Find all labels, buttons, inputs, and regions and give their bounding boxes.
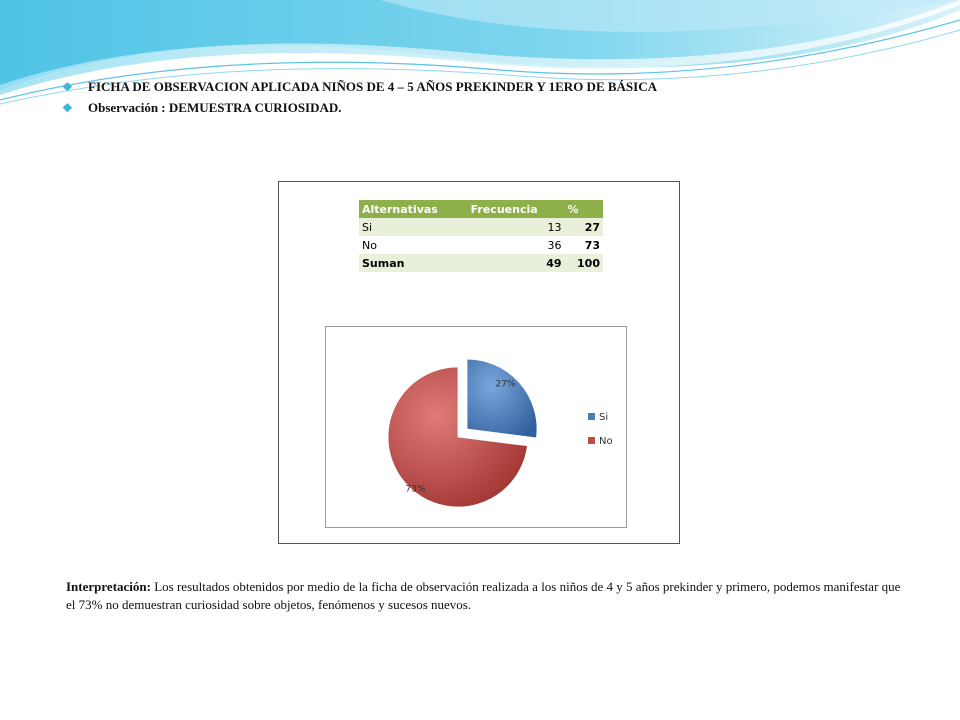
observation-text: Observación : DEMUESTRA CURIOSIDAD. [88, 100, 342, 115]
cell-alternativa: No [359, 236, 468, 254]
interpretation-text: Los resultados obtenidos por medio de la ficha de observación realizada a los niños de 4 y 5 años prekinder y primero, podemos manifestar que el 73% no demuestran curiosidad sobre objetos, fenómenos y sucesos nuevos. [66, 579, 901, 612]
table-header-row [359, 200, 603, 218]
table-total-row [359, 254, 603, 272]
pie-slice-si [467, 359, 537, 438]
diamond-bullet-icon: ❖ [62, 79, 73, 94]
legend-swatch-no [588, 437, 595, 444]
cell-alternativa: Si [359, 218, 468, 236]
bullet-title [62, 79, 657, 95]
header-percent: % [565, 200, 603, 218]
interpretation-paragraph [66, 578, 906, 614]
table-row [359, 236, 603, 254]
bullet-observation [62, 100, 342, 116]
cell-frecuencia: 13 [468, 218, 565, 236]
title-text: FICHA DE OBSERVACION APLICADA NIÑOS DE 4 – 5 AÑOS PREKINDER Y 1ERO DE BÁSICA [88, 79, 657, 94]
pie-chart [326, 327, 626, 527]
cell-porcentaje: 73 [565, 236, 603, 254]
interpretation-label: Interpretación: [66, 579, 151, 594]
chart-frame [278, 181, 680, 544]
cell-porcentaje: 27 [565, 218, 603, 236]
cell-total-frecuencia: 49 [468, 254, 565, 272]
legend-label-no: No [599, 436, 613, 447]
cell-total-porcentaje: 100 [565, 254, 603, 272]
pie-data-label-no: 73% [405, 484, 426, 495]
legend-label-si: Si [599, 412, 609, 423]
legend-swatch-si [588, 413, 595, 420]
header-alternativas: Alternativas [359, 200, 468, 218]
header-frecuencia: Frecuencia [468, 200, 565, 218]
pie-chart-box [325, 326, 627, 528]
frequency-table [359, 200, 603, 272]
cell-frecuencia: 36 [468, 236, 565, 254]
pie-data-label-si: 27% [495, 379, 516, 390]
table-row [359, 218, 603, 236]
cell-total-label: Suman [359, 254, 468, 272]
diamond-bullet-icon: ❖ [62, 100, 73, 115]
